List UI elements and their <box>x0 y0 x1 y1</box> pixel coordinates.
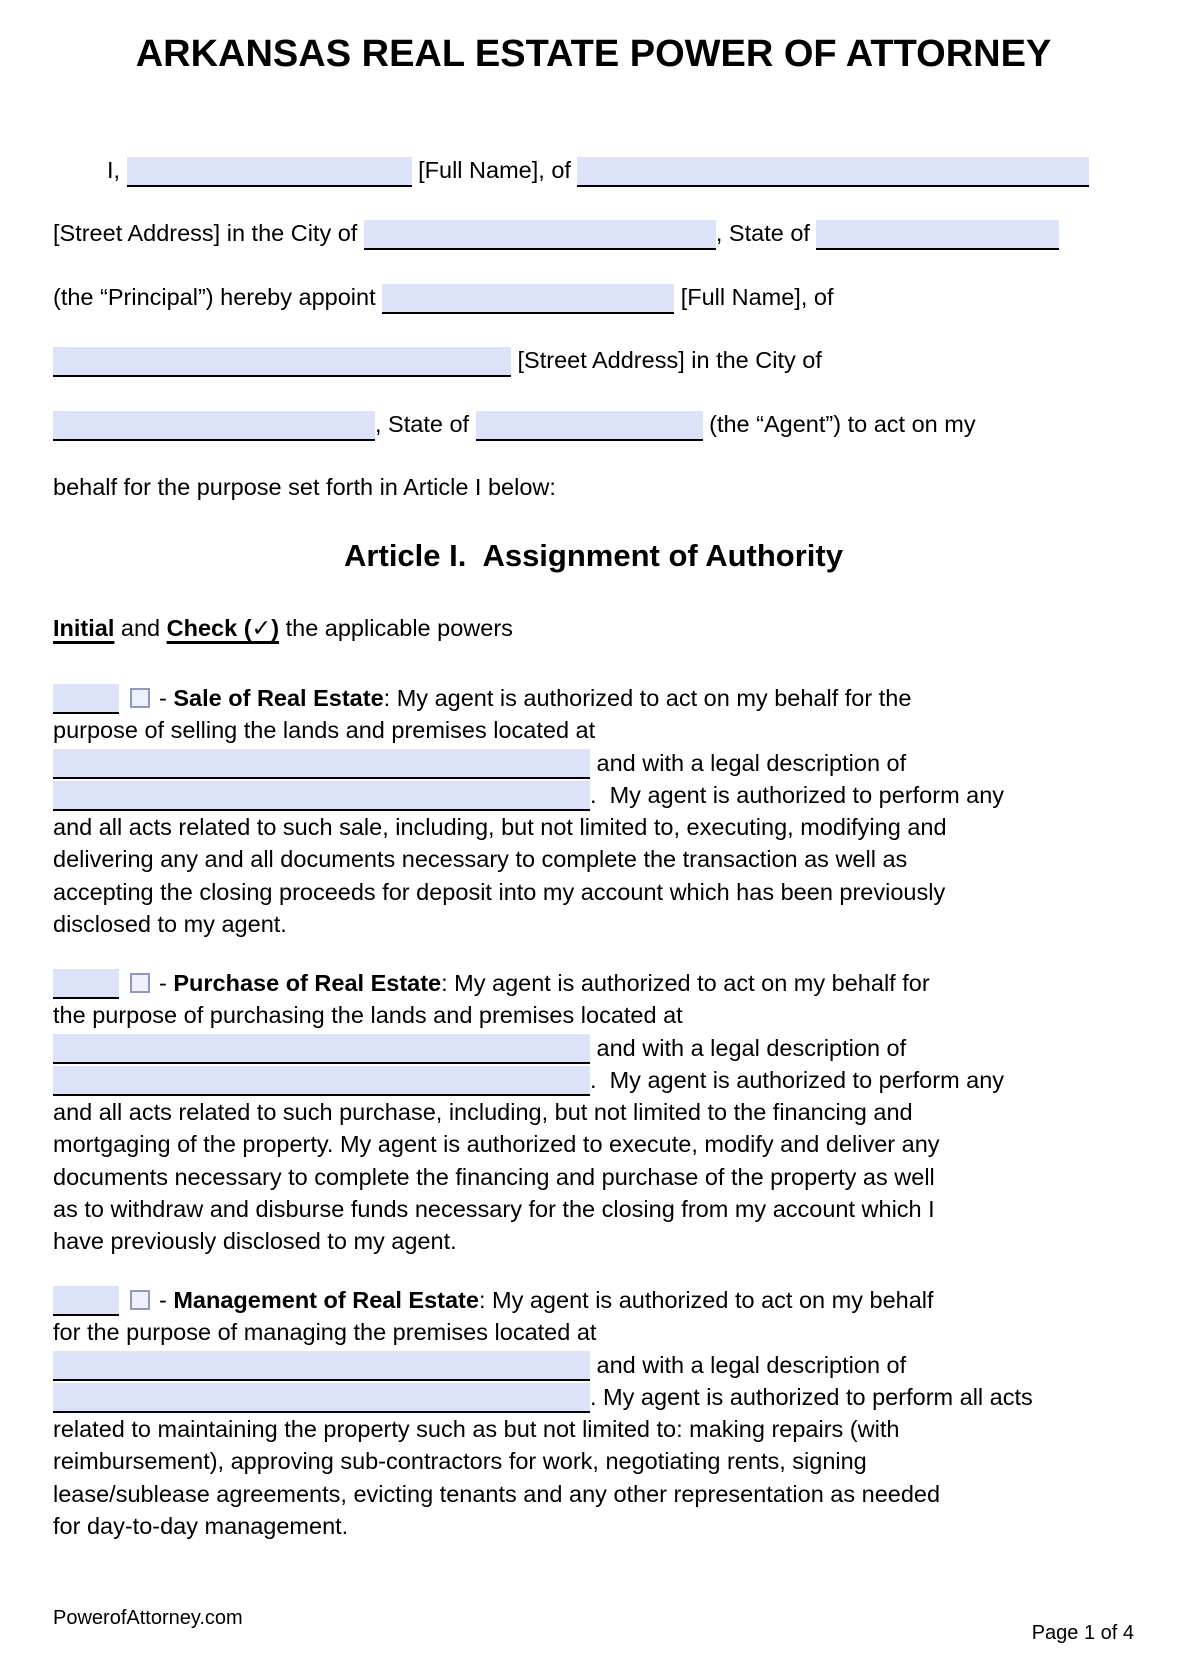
footer-page-number: Page 1 of 4 <box>1031 1622 1134 1644</box>
text-line <box>53 876 1134 908</box>
text-run: for the purpose of managing the premises located at <box>53 1319 597 1346</box>
principal-full-name-field[interactable] <box>127 157 412 187</box>
text-run: mortgaging of the property. My agent is authorized to execute, modify and deliver any <box>53 1131 940 1158</box>
management-property-address-field[interactable] <box>53 1351 590 1381</box>
text-run: and with a legal description of <box>590 1034 907 1061</box>
text-line <box>53 612 1134 645</box>
text-run: : My agent is authorized to act on my behalf <box>478 1287 934 1313</box>
text-run: [Street Address] in the City of <box>53 220 364 246</box>
text-line <box>53 408 1134 441</box>
text-run: have previously disclosed to my agent. <box>53 1228 457 1254</box>
agent-full-name-field[interactable] <box>382 284 674 314</box>
purchase-legal-description-field[interactable] <box>53 1066 590 1096</box>
power-section-purchase-of-real-estate <box>53 967 1134 1257</box>
text-line <box>53 281 1134 314</box>
management-initials-field[interactable] <box>53 1286 119 1316</box>
text-line <box>53 154 1134 187</box>
management-of-real-estate-checkbox[interactable] <box>130 1290 150 1310</box>
text-run: , State of <box>375 411 476 437</box>
text-run: the applicable powers <box>279 615 513 641</box>
agent-city-field[interactable] <box>53 411 375 441</box>
text-run: behalf for the purpose set forth in Article I below: <box>53 474 556 500</box>
text-run: - <box>159 685 174 711</box>
agent-street-address-field[interactable] <box>53 347 511 377</box>
text-line <box>53 779 1134 811</box>
text-line <box>53 1284 1134 1316</box>
text-line <box>53 217 1134 250</box>
text-line <box>53 1349 1134 1381</box>
text-line <box>53 1413 1134 1445</box>
text-line <box>53 1510 1134 1542</box>
text-run: as to withdraw and disburse funds necessary for the closing from my account which I <box>53 1195 935 1222</box>
text-run: : My agent is authorized to act on my behalf for the <box>383 685 912 711</box>
text-run: - <box>159 970 174 996</box>
text-run: , State of <box>715 220 817 246</box>
text-line <box>53 908 1134 940</box>
text-run: (the “Agent”) to act on my <box>702 411 976 437</box>
text-run: Management of Real Estate <box>173 1287 479 1313</box>
article-1-heading: Article I. Assignment of Authority <box>344 538 843 573</box>
text-line <box>53 1478 1134 1510</box>
principal-city-field[interactable] <box>364 220 716 250</box>
text-line <box>53 682 1134 714</box>
text-line <box>53 1381 1134 1413</box>
text-run: disclosed to my agent. <box>53 910 287 937</box>
initial-and-check-instruction <box>53 612 1134 645</box>
text-run: [Street Address] in the City of <box>511 347 822 373</box>
text-line <box>53 1445 1134 1477</box>
agent-state-field[interactable] <box>476 411 703 441</box>
text-run: (the “Principal”) hereby appoint <box>53 284 383 310</box>
text-run: Purchase of Real Estate <box>173 970 442 996</box>
principal-street-address-field[interactable] <box>577 157 1089 187</box>
power-section-sale-of-real-estate <box>53 682 1134 940</box>
text-run: Sale of Real Estate <box>173 685 384 711</box>
text-line <box>53 1316 1134 1348</box>
text-line <box>53 1032 1134 1064</box>
sale-legal-description-field[interactable] <box>53 781 590 811</box>
text-run: and all acts related to such purchase, including, but not limited to the financing and <box>53 1099 913 1125</box>
management-legal-description-field[interactable] <box>53 1383 590 1413</box>
purchase-initials-field[interactable] <box>53 969 119 999</box>
text-run: - <box>159 1287 174 1313</box>
text-line <box>53 344 1134 377</box>
text-run: . My agent is authorized to perform all acts <box>590 1383 1033 1410</box>
text-run: Initial <box>53 615 115 641</box>
text-run: reimbursement), approving sub-contractors for work, negotiating rents, signing <box>53 1448 867 1475</box>
text-run: accepting the closing proceeds for deposit into my account which has been previously <box>53 878 946 905</box>
text-line <box>53 999 1134 1031</box>
text-run: and <box>114 615 167 641</box>
text-line <box>53 714 1134 746</box>
sale-initials-field[interactable] <box>53 684 119 714</box>
text-run: documents necessary to complete the financing and purchase of the property as well <box>53 1163 935 1190</box>
text-run: . My agent is authorized to perform any <box>590 1066 1005 1093</box>
text-run: Check (✓) <box>166 615 280 641</box>
purchase-of-real-estate-checkbox[interactable] <box>130 973 150 993</box>
text-line <box>53 1128 1134 1160</box>
text-run: and all acts related to such sale, including, but not limited to, executing, modifying and <box>53 814 947 840</box>
footer-website-link[interactable]: PowerofAttorney.com <box>53 1607 243 1629</box>
sale-of-real-estate-checkbox[interactable] <box>130 688 150 708</box>
text-run: [Full Name], of <box>674 284 834 310</box>
text-line <box>53 811 1134 843</box>
text-run: purpose of selling the lands and premises located at <box>53 717 596 744</box>
text-run: [Full Name], of <box>411 157 578 183</box>
text-line <box>53 843 1134 875</box>
text-line <box>53 1161 1134 1193</box>
text-run: the purpose of purchasing the lands and premises located at <box>53 1002 683 1029</box>
text-line <box>53 1096 1134 1128</box>
purchase-property-address-field[interactable] <box>53 1034 590 1064</box>
text-run: . My agent is authorized to perform any <box>590 781 1005 808</box>
text-run: lease/sublease agreements, evicting tenants and any other representation as needed <box>53 1480 941 1507</box>
text-run: and with a legal description of <box>590 1351 907 1378</box>
document-title: ARKANSAS REAL ESTATE POWER OF ATTORNEY <box>135 33 1052 75</box>
principal-state-field[interactable] <box>816 220 1059 250</box>
text-line <box>53 1064 1134 1096</box>
sale-property-address-field[interactable] <box>53 749 590 779</box>
power-section-management-of-real-estate <box>53 1284 1134 1542</box>
text-line <box>53 967 1134 999</box>
text-run: I, <box>107 157 127 183</box>
text-line <box>53 1225 1134 1257</box>
text-run: related to maintaining the property such as but not limited to: making repairs (with <box>53 1416 900 1442</box>
text-run: delivering any and all documents necessary to complete the transaction as well as <box>53 846 908 873</box>
text-run: and with a legal description of <box>590 749 907 776</box>
text-line <box>53 1193 1134 1225</box>
text-line <box>53 747 1134 779</box>
text-run: for day-to-day management. <box>53 1512 349 1539</box>
text-line <box>53 471 1134 504</box>
text-run: : My agent is authorized to act on my behalf for <box>441 970 930 996</box>
